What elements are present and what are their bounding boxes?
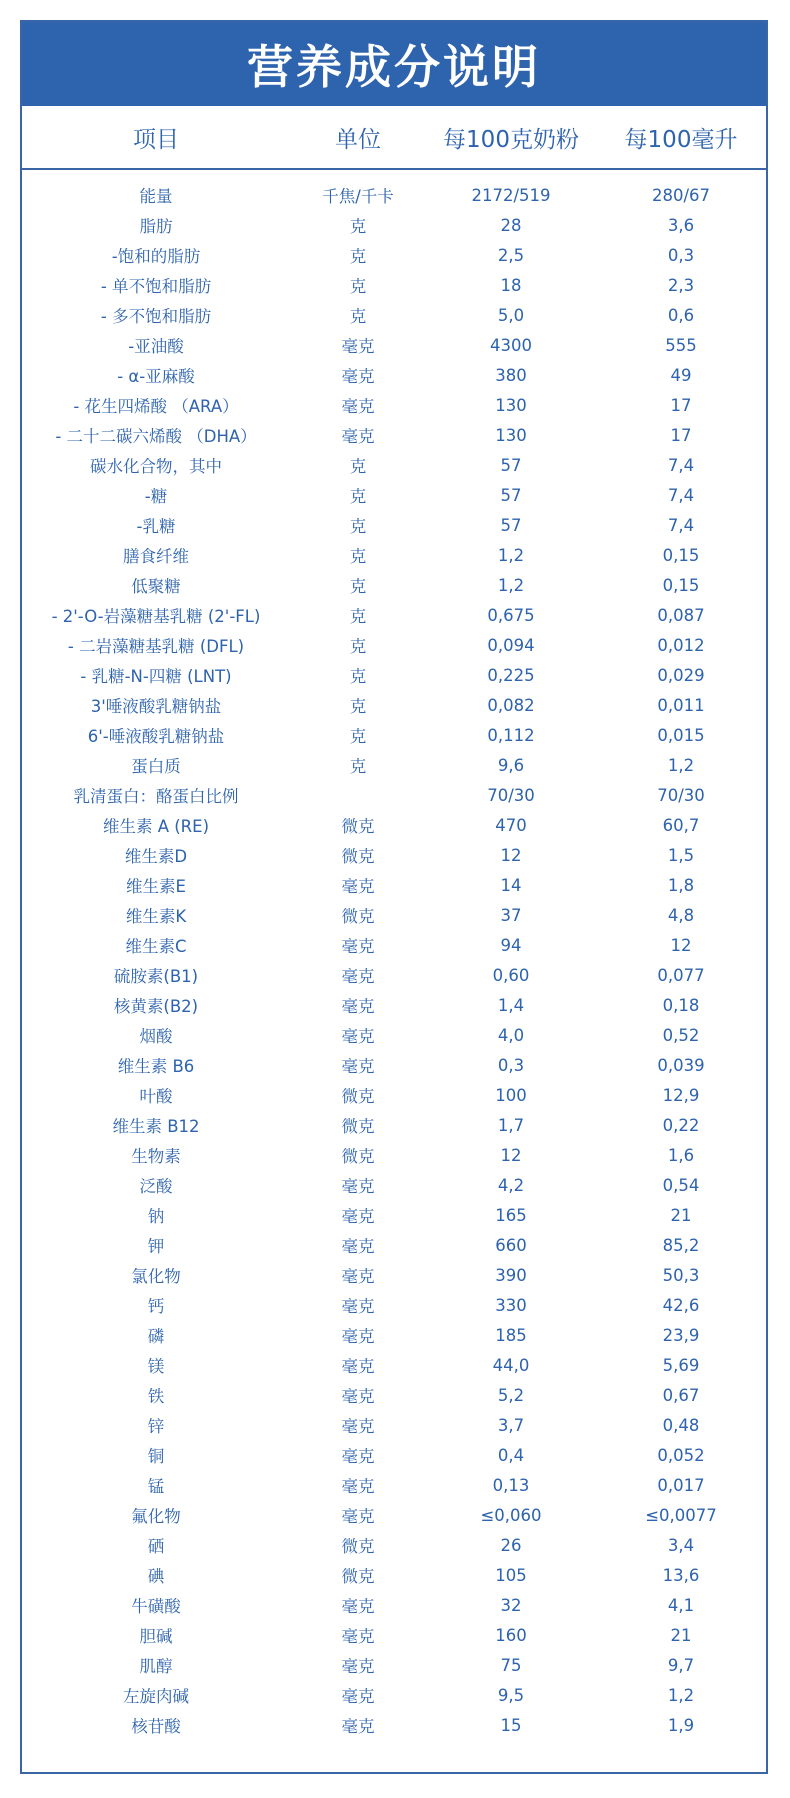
unit: 微克 — [341, 1117, 375, 1136]
table-row — [22, 570, 766, 600]
item-name: 维生素 A (RE) — [102, 817, 210, 836]
per-100ml-value: 555 — [665, 335, 697, 355]
table-row — [22, 1410, 766, 1440]
table-row — [22, 660, 766, 690]
table-row — [22, 810, 766, 840]
per-100g-value: 5,2 — [497, 1385, 525, 1405]
unit: 克 — [349, 517, 367, 536]
table-row — [22, 240, 766, 270]
unit: 克 — [349, 577, 367, 596]
per-100ml-value: 60,7 — [662, 815, 700, 835]
unit: 克 — [349, 247, 367, 266]
item-name: 钙 — [147, 1297, 165, 1316]
per-100g-value: 0,675 — [487, 605, 535, 625]
per-100g-value: 37 — [500, 905, 522, 925]
item-name: 维生素 B12 — [112, 1117, 200, 1136]
per-100ml-value: 0,012 — [657, 635, 705, 655]
table-row — [22, 1590, 766, 1620]
table-row — [22, 780, 766, 810]
per-100ml-value: 1,5 — [667, 845, 695, 865]
per-100g-value: 0,3 — [497, 1055, 525, 1075]
per-100ml-value: 0,015 — [657, 725, 705, 745]
table-row — [22, 180, 766, 210]
table-row — [22, 540, 766, 570]
table-row — [22, 1560, 766, 1590]
table-row — [22, 1500, 766, 1530]
unit: 毫克 — [341, 337, 375, 356]
item-name: 氯化物 — [131, 1267, 181, 1286]
table-row — [22, 960, 766, 990]
per-100ml-value: 49 — [670, 365, 692, 385]
per-100g-value: 330 — [495, 1295, 527, 1315]
per-100g-value: 15 — [500, 1715, 522, 1735]
per-100g-value: 70/30 — [487, 785, 535, 805]
unit: 微克 — [341, 847, 375, 866]
item-name: 钾 — [147, 1237, 165, 1256]
per-100ml-value: 280/67 — [651, 185, 711, 205]
title-bar — [22, 22, 766, 106]
table-row — [22, 510, 766, 540]
item-name: 脂肪 — [139, 217, 173, 236]
item-name: 钠 — [147, 1207, 165, 1226]
item-name: - 二十二碳六烯酸 （DHA） — [55, 427, 257, 446]
unit: 毫克 — [341, 1237, 375, 1256]
unit: 毫克 — [341, 1417, 375, 1436]
item-name: 硫胺素(B1) — [113, 967, 199, 986]
table-row — [22, 900, 766, 930]
table-row — [22, 450, 766, 480]
unit: 克 — [349, 217, 367, 236]
item-name: - 乳糖-N-四糖 (LNT) — [80, 667, 232, 686]
item-name: 维生素C — [125, 937, 187, 956]
per-100ml-value: 0,15 — [662, 545, 700, 565]
per-100ml-value: 0,48 — [662, 1415, 700, 1435]
per-100g-value: 0,13 — [492, 1475, 530, 1495]
per-100ml-value: 0,029 — [657, 665, 705, 685]
per-100g-value: 26 — [500, 1535, 522, 1555]
per-100g-value: 94 — [500, 935, 522, 955]
unit: 毫克 — [341, 1267, 375, 1286]
unit: 毫克 — [341, 1507, 375, 1526]
per-100ml-value: 1,9 — [667, 1715, 695, 1735]
item-name: 胆碱 — [139, 1627, 173, 1646]
unit: 毫克 — [341, 1297, 375, 1316]
table-row — [22, 1140, 766, 1170]
table-row — [22, 1380, 766, 1410]
per-100g-value: 185 — [495, 1325, 527, 1345]
per-100g-value: 1,7 — [497, 1115, 525, 1135]
item-name: 6'-唾液酸乳糖钠盐 — [87, 727, 225, 746]
per-100g-value: 0,112 — [487, 725, 535, 745]
per-100ml-value: 21 — [670, 1625, 692, 1645]
per-100ml-value: 0,22 — [662, 1115, 700, 1135]
item-name: 核苷酸 — [131, 1717, 181, 1736]
item-name: 铁 — [147, 1387, 165, 1406]
unit: 克 — [349, 727, 367, 746]
unit: 千焦/千卡 — [322, 187, 394, 206]
item-name: 铜 — [147, 1447, 165, 1466]
item-name: -饱和的脂肪 — [111, 247, 201, 266]
item-name: 碘 — [147, 1567, 165, 1586]
per-100ml-value: 50,3 — [662, 1265, 700, 1285]
item-name: 叶酸 — [139, 1087, 173, 1106]
table-row — [22, 360, 766, 390]
unit: 毫克 — [341, 1687, 375, 1706]
per-100ml-value: 12,9 — [662, 1085, 700, 1105]
per-100ml-value: 4,1 — [667, 1595, 695, 1615]
item-name: 维生素D — [124, 847, 188, 866]
table-row — [22, 1050, 766, 1080]
table-row — [22, 1680, 766, 1710]
unit: 毫克 — [341, 1387, 375, 1406]
table-row — [22, 480, 766, 510]
item-name: -乳糖 — [136, 517, 176, 536]
unit: 毫克 — [341, 937, 375, 956]
per-100g-value: 14 — [500, 875, 522, 895]
per-100g-value: 0,60 — [492, 965, 530, 985]
page-title: 营养成分说明 — [247, 40, 541, 94]
per-100g-value: 12 — [500, 1145, 522, 1165]
item-name: - 花生四烯酸 （ARA） — [73, 397, 239, 416]
per-100g-value: 0,4 — [497, 1445, 525, 1465]
per-100ml-value: 0,18 — [662, 995, 700, 1015]
per-100g-value: 0,225 — [487, 665, 535, 685]
per-100g-value: 2172/519 — [471, 185, 551, 205]
item-name: 磷 — [147, 1327, 165, 1346]
table-row — [22, 840, 766, 870]
per-100g-value: 32 — [500, 1595, 522, 1615]
per-100ml-value: 4,8 — [667, 905, 695, 925]
per-100ml-value: 1,8 — [667, 875, 695, 895]
item-name: 维生素K — [125, 907, 187, 926]
table-row — [22, 330, 766, 360]
per-100ml-value: 12 — [670, 935, 692, 955]
unit: 克 — [349, 607, 367, 626]
unit: 毫克 — [341, 1057, 375, 1076]
per-100g-value: 0,094 — [487, 635, 535, 655]
per-100ml-value: 0,052 — [657, 1445, 705, 1465]
nutrition-table-panel — [20, 20, 768, 1774]
per-100ml-value: 17 — [670, 395, 692, 415]
per-100g-value: 18 — [500, 275, 522, 295]
table-row — [22, 420, 766, 450]
per-100ml-value: 3,4 — [667, 1535, 695, 1555]
per-100g-value: 105 — [495, 1565, 527, 1585]
per-100ml-value: 7,4 — [667, 515, 695, 535]
unit: 毫克 — [341, 1207, 375, 1226]
item-name: 膳食纤维 — [123, 547, 189, 566]
item-name: 锰 — [147, 1477, 165, 1496]
table-body — [22, 170, 766, 1740]
item-name: - 多不饱和脂肪 — [100, 307, 212, 326]
item-name: 镁 — [147, 1357, 165, 1376]
unit: 克 — [349, 547, 367, 566]
per-100g-value: 4,0 — [497, 1025, 525, 1045]
table-row — [22, 1110, 766, 1140]
unit: 微克 — [341, 1537, 375, 1556]
item-name: 左旋肉碱 — [123, 1687, 189, 1706]
unit: 毫克 — [341, 967, 375, 986]
item-name: 泛酸 — [139, 1177, 173, 1196]
per-100g-value: 5,0 — [497, 305, 525, 325]
unit: 克 — [349, 487, 367, 506]
header-item: 项目 — [133, 126, 179, 153]
table-header — [22, 106, 766, 170]
per-100ml-value: 1,6 — [667, 1145, 695, 1165]
per-100g-value: 130 — [495, 395, 527, 415]
unit: 微克 — [341, 1567, 375, 1586]
per-100g-value: 660 — [495, 1235, 527, 1255]
item-name: 锌 — [147, 1417, 165, 1436]
item-name: 低聚糖 — [131, 577, 181, 596]
table-row — [22, 300, 766, 330]
table-row — [22, 990, 766, 1020]
per-100ml-value: 17 — [670, 425, 692, 445]
unit: 毫克 — [341, 1177, 375, 1196]
item-name: - 单不饱和脂肪 — [100, 277, 212, 296]
table-row — [22, 930, 766, 960]
item-name: - 2'-O-岩藻糖基乳糖 (2'-FL) — [51, 607, 261, 626]
per-100ml-value: ≤0,0077 — [645, 1505, 717, 1525]
unit: 克 — [349, 637, 367, 656]
table-row — [22, 720, 766, 750]
item-name: -亚油酸 — [128, 337, 184, 356]
unit: 毫克 — [341, 1327, 375, 1346]
unit: 微克 — [341, 817, 375, 836]
per-100ml-value: 0,54 — [662, 1175, 700, 1195]
per-100ml-value: 0,6 — [667, 305, 695, 325]
per-100g-value: 3,7 — [497, 1415, 525, 1435]
table-row — [22, 390, 766, 420]
item-name: 生物素 — [131, 1147, 181, 1166]
per-100ml-value: 7,4 — [667, 455, 695, 475]
table-row — [22, 630, 766, 660]
unit: 毫克 — [341, 427, 375, 446]
per-100g-value: 165 — [495, 1205, 527, 1225]
table-row — [22, 1020, 766, 1050]
unit: 克 — [349, 457, 367, 476]
per-100g-value: 9,6 — [497, 755, 525, 775]
per-100ml-value: 0,017 — [657, 1475, 705, 1495]
unit: 克 — [349, 757, 367, 776]
unit: 毫克 — [341, 877, 375, 896]
unit: 毫克 — [341, 1717, 375, 1736]
unit: 毫克 — [341, 1627, 375, 1646]
per-100ml-value: 5,69 — [662, 1355, 700, 1375]
per-100ml-value: 0,039 — [657, 1055, 705, 1075]
per-100g-value: 390 — [495, 1265, 527, 1285]
per-100ml-value: 0,087 — [657, 605, 705, 625]
per-100g-value: 75 — [500, 1655, 522, 1675]
per-100ml-value: 0,15 — [662, 575, 700, 595]
per-100g-value: 1,4 — [497, 995, 525, 1015]
per-100ml-value: 0,011 — [657, 695, 705, 715]
item-name: 硒 — [147, 1537, 165, 1556]
table-row — [22, 1200, 766, 1230]
unit: 毫克 — [341, 1447, 375, 1466]
unit: 微克 — [341, 1147, 375, 1166]
per-100g-value: 28 — [500, 215, 522, 235]
unit: 毫克 — [341, 397, 375, 416]
per-100ml-value: 0,67 — [662, 1385, 700, 1405]
per-100g-value: 100 — [495, 1085, 527, 1105]
item-name: 3'唾液酸乳糖钠盐 — [90, 697, 222, 716]
unit: 毫克 — [341, 997, 375, 1016]
per-100g-value: 57 — [500, 485, 522, 505]
per-100g-value: 57 — [500, 455, 522, 475]
unit: 毫克 — [341, 1597, 375, 1616]
table-row — [22, 270, 766, 300]
per-100g-value: 130 — [495, 425, 527, 445]
table-row — [22, 1650, 766, 1680]
per-100g-value: 2,5 — [497, 245, 525, 265]
unit: 毫克 — [341, 1657, 375, 1676]
unit: 克 — [349, 307, 367, 326]
item-name: 维生素E — [126, 877, 186, 896]
per-100g-value: 4,2 — [497, 1175, 525, 1195]
header-per-100ml: 每100毫升 — [624, 126, 738, 153]
table-row — [22, 1260, 766, 1290]
per-100ml-value: 0,077 — [657, 965, 705, 985]
unit: 微克 — [341, 1087, 375, 1106]
unit: 毫克 — [341, 1027, 375, 1046]
unit: 毫克 — [341, 1477, 375, 1496]
per-100ml-value: 21 — [670, 1205, 692, 1225]
per-100ml-value: 0,52 — [662, 1025, 700, 1045]
per-100ml-value: 85,2 — [662, 1235, 700, 1255]
table-row — [22, 1230, 766, 1260]
table-row — [22, 1350, 766, 1380]
per-100g-value: 1,2 — [497, 575, 525, 595]
per-100ml-value: 2,3 — [667, 275, 695, 295]
item-name: 碳水化合物，其中 — [90, 457, 222, 476]
per-100ml-value: 9,7 — [667, 1655, 695, 1675]
per-100g-value: ≤0,060 — [480, 1505, 542, 1525]
table-row — [22, 1170, 766, 1200]
table-row — [22, 1080, 766, 1110]
table-row — [22, 210, 766, 240]
per-100ml-value: 3,6 — [667, 215, 695, 235]
item-name: - 二岩藻糖基乳糖 (DFL) — [67, 637, 245, 656]
per-100g-value: 12 — [500, 845, 522, 865]
unit: 克 — [349, 667, 367, 686]
per-100g-value: 380 — [495, 365, 527, 385]
table-row — [22, 1620, 766, 1650]
per-100ml-value: 13,6 — [662, 1565, 700, 1585]
table-row — [22, 1710, 766, 1740]
item-name: -糖 — [144, 487, 168, 506]
item-name: - α-亚麻酸 — [117, 367, 195, 386]
per-100ml-value: 42,6 — [662, 1295, 700, 1315]
header-unit: 单位 — [335, 126, 381, 153]
table-row — [22, 750, 766, 780]
unit: 毫克 — [341, 1357, 375, 1376]
per-100g-value: 44,0 — [492, 1355, 530, 1375]
per-100ml-value: 70/30 — [657, 785, 705, 805]
table-row — [22, 690, 766, 720]
unit: 微克 — [341, 907, 375, 926]
per-100g-value: 470 — [495, 815, 527, 835]
item-name: 能量 — [139, 187, 173, 206]
per-100g-value: 1,2 — [497, 545, 525, 565]
per-100ml-value: 0,3 — [667, 245, 695, 265]
per-100ml-value: 7,4 — [667, 485, 695, 505]
table-row — [22, 1320, 766, 1350]
per-100ml-value: 23,9 — [662, 1325, 700, 1345]
table-row — [22, 600, 766, 630]
item-name: 核黄素(B2) — [113, 997, 199, 1016]
unit: 克 — [349, 277, 367, 296]
header-per-100g: 每100克奶粉 — [443, 126, 579, 153]
per-100ml-value: 1,2 — [667, 755, 695, 775]
item-name: 牛磺酸 — [131, 1597, 181, 1616]
table-row — [22, 870, 766, 900]
item-name: 蛋白质 — [131, 757, 181, 776]
per-100ml-value: 1,2 — [667, 1685, 695, 1705]
table-row — [22, 1530, 766, 1560]
table-row — [22, 1470, 766, 1500]
unit: 毫克 — [341, 367, 375, 386]
item-name: 维生素 B6 — [117, 1057, 195, 1076]
per-100g-value: 9,5 — [497, 1685, 525, 1705]
item-name: 肌醇 — [139, 1657, 173, 1676]
table-row — [22, 1440, 766, 1470]
per-100g-value: 4300 — [490, 335, 532, 355]
per-100g-value: 0,082 — [487, 695, 535, 715]
per-100g-value: 57 — [500, 515, 522, 535]
table-row — [22, 1290, 766, 1320]
unit: 克 — [349, 697, 367, 716]
per-100g-value: 160 — [495, 1625, 527, 1645]
item-name: 乳清蛋白：酪蛋白比例 — [73, 787, 239, 806]
item-name: 烟酸 — [139, 1027, 173, 1046]
item-name: 氟化物 — [131, 1507, 181, 1526]
